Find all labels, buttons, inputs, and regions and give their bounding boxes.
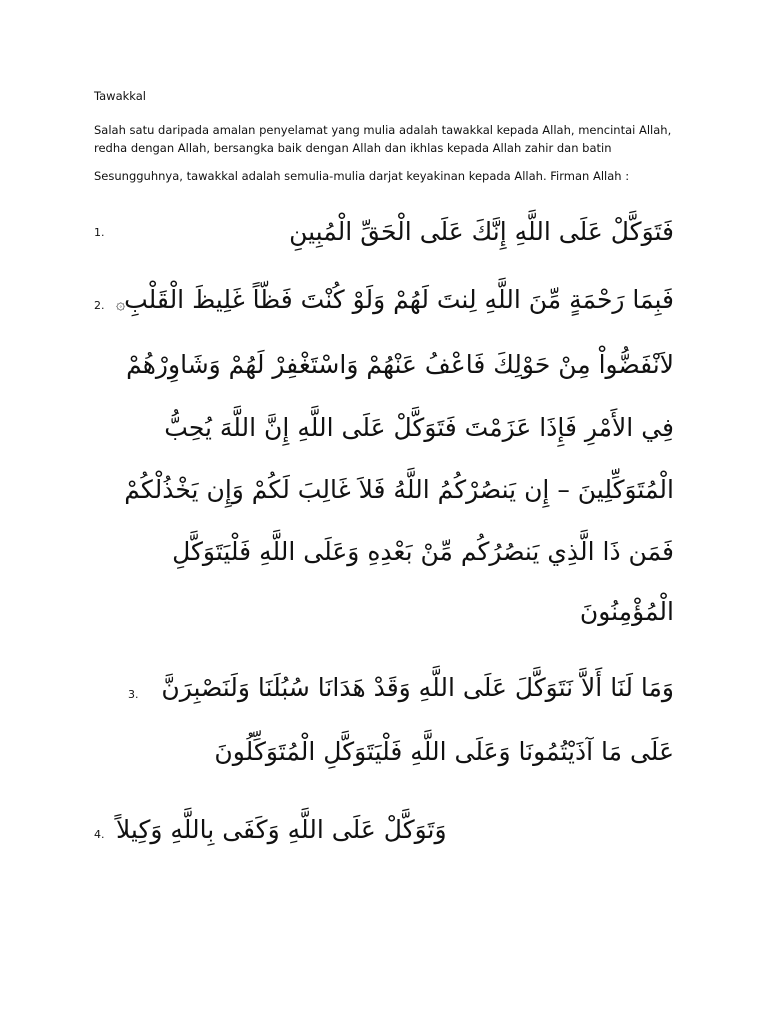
verse-2-line-6: الْمُؤْمِنُونَ [579, 597, 674, 626]
second-paragraph: Sesungguhnya, tawakkal adalah semulia-mulia darjat keyakinan kepada Allah. Firman Allah : [94, 169, 630, 183]
verse-4-line-1: وَتَوَكَّلْ عَلَى اللَّهِ وَكَفَى بِاللَّهِ وَكِيلاً [116, 815, 447, 844]
intro-paragraph-line-2: redha dengan Allah, bersangka baik dengan Allah dan ikhlas kepada Allah zahir dan batin [94, 141, 612, 155]
verse-3-line-2: عَلَى مَا آذَيْتُمُونَا وَعَلَى اللَّهِ فَلْيَتَوَكَّلِ الْمُتَوَكِّلُونَ [214, 737, 674, 766]
verse-2-line-5: فَمَن ذَا الَّذِي يَنصُرُكُم مِّنْ بَعْدِهِ وَعَلَى اللَّهِ فَلْيَتَوَكَّلِ [172, 537, 674, 566]
intro-paragraph-line-1: Salah satu daripada amalan penyelamat yang mulia adalah tawakkal kepada Allah, mencintai Allah, [94, 123, 672, 137]
verse-2-line-3: فِي الأَمْرِ فَإِذَا عَزَمْتَ فَتَوَكَّلْ عَلَى اللَّهِ إِنَّ اللَّهَ يُحِبُّ [164, 413, 674, 442]
verse-2-line-1: فَبِمَا رَحْمَةٍ مِّنَ اللَّهِ لِنتَ لَهُمْ وَلَوْ كُنْتَ فَظّاً غَلِيظَ الْقَلْبِ [124, 285, 674, 314]
verse-2-line-4: الْمُتَوَكِّلِينَ – إِن يَنصُرْكُمُ اللَّهُ فَلاَ غَالِبَ لَكُمْ وَإِن يَخْذُلْكُمْ [124, 475, 674, 504]
verse-2-line-2: لاَنْفَضُّواْ مِنْ حَوْلِكَ فَاعْفُ عَنْهُمْ وَاسْتَغْفِرْ لَهُمْ وَشَاوِرْهُمْ [126, 350, 674, 379]
verse-number-1: 1. [94, 226, 105, 239]
verse-1-line-1: فَتَوَكَّلْ عَلَى اللَّهِ إِنَّكَ عَلَى الْحَقِّ الْمُبِينِ [289, 217, 674, 246]
verse-number-3: 3. [128, 688, 139, 701]
verse-3-line-1: وَمَا لَنَا أَلاَّ نَتَوَكَّلَ عَلَى اللَّهِ وَقَدْ هَدَانَا سُبُلَنَا وَلَنَصْبِرَنَّ [161, 673, 674, 702]
ayah-ornament-icon: ۞ [116, 294, 126, 313]
verse-number-2: 2. [94, 299, 105, 312]
verse-number-4: 4. [94, 828, 105, 841]
document-title: Tawakkal [94, 89, 146, 103]
